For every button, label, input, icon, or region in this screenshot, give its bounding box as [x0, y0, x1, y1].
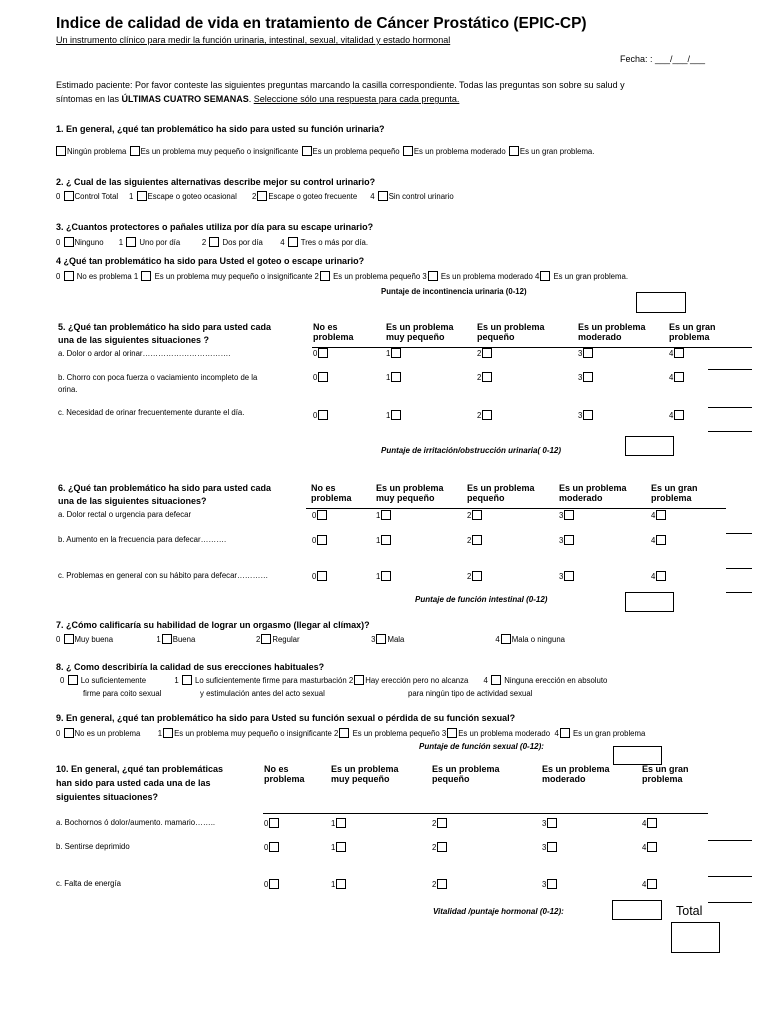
- question-10-line3: siguientes situaciones?: [56, 792, 159, 802]
- checkbox[interactable]: [269, 818, 279, 828]
- q10-row-b-label: b. Sentirse deprimido: [56, 842, 130, 851]
- checkbox[interactable]: [647, 879, 657, 889]
- checkbox[interactable]: [64, 728, 74, 738]
- checkbox[interactable]: [376, 634, 386, 644]
- checkbox[interactable]: [269, 842, 279, 852]
- checkbox[interactable]: [656, 510, 666, 520]
- q5-row-b-label: b. Chorro con poca fuerza o vaciamiento incompleto de la: [58, 373, 258, 382]
- checkbox[interactable]: [269, 879, 279, 889]
- q5-row-a-label: a. Dolor o ardor al orinar…………………………….: [58, 349, 231, 358]
- checkbox[interactable]: [318, 410, 328, 420]
- checkbox[interactable]: [126, 237, 136, 247]
- q10-row-a-label: a. Bochornos ó dolor/aumento. mamario……..: [56, 818, 216, 827]
- answer-line: [708, 407, 752, 408]
- question-1: 1. En general, ¿qué tan problemático ha sido para usted su función urinaria?: [56, 124, 385, 134]
- header-col-1: Es un problema muy pequeño: [386, 322, 454, 342]
- checkbox[interactable]: [482, 348, 492, 358]
- checkbox[interactable]: [547, 842, 557, 852]
- answer-line: [726, 568, 752, 569]
- question-10-line2: han sido para usted cada una de las: [56, 778, 211, 788]
- checkbox[interactable]: [540, 271, 550, 281]
- q1-options: Ningún problema Es un problema muy pequeño o insignificante Es un problema pequeño Es un problema moderado Es un gran problema.: [55, 146, 594, 156]
- checkbox[interactable]: [317, 510, 327, 520]
- header-col-2: Es un problema pequeño: [477, 322, 545, 342]
- checkbox[interactable]: [391, 410, 401, 420]
- question-8: 8. ¿ Como describiría la calidad de sus erecciones habituales?: [56, 662, 325, 672]
- header-rule: [263, 813, 708, 814]
- checkbox[interactable]: [674, 348, 684, 358]
- checkbox[interactable]: [209, 237, 219, 247]
- question-3: 3. ¿Cuantos protectores o pañales utiliza por día para su escape urinario?: [56, 222, 374, 232]
- checkbox[interactable]: [163, 728, 173, 738]
- checkbox[interactable]: [583, 410, 593, 420]
- checkbox[interactable]: [336, 879, 346, 889]
- score-label-bowel: Puntaje de función intestinal (0-12): [415, 595, 548, 604]
- checkbox[interactable]: [56, 146, 66, 156]
- checkbox[interactable]: [391, 372, 401, 382]
- checkbox[interactable]: [482, 372, 492, 382]
- checkbox[interactable]: [64, 191, 74, 201]
- question-4: 4 ¿Qué tan problemático ha sido para Usted el goteo o escape urinario?: [56, 256, 365, 266]
- answer-line: [708, 369, 752, 370]
- header-col-0: No es problema: [313, 322, 354, 342]
- checkbox[interactable]: [391, 348, 401, 358]
- intro-line-2: síntomas en las ÚLTIMAS CUATRO SEMANAS. Seleccione sólo una respuesta para cada pregunta.: [56, 94, 460, 104]
- checkbox[interactable]: [288, 237, 298, 247]
- answer-line: [708, 876, 752, 877]
- page-subtitle: Un instrumento clínico para medir la función urinaria, intestinal, sexual, vitalidad y estado hormonal: [56, 35, 451, 45]
- checkbox[interactable]: [403, 146, 413, 156]
- question-9: 9. En general, ¿qué tan problemático ha sido para Usted su función sexual o pérdida de su función sexual?: [56, 713, 516, 723]
- header-col-4: Es un gran problema: [669, 322, 716, 342]
- q7-options: 0 Muy buena 1 Buena 2 Regular 3 Mala 4 Mala o ninguna: [56, 635, 566, 644]
- checkbox[interactable]: [378, 191, 388, 201]
- checkbox[interactable]: [354, 675, 364, 685]
- total-label: Total: [676, 904, 703, 918]
- checkbox[interactable]: [381, 510, 391, 520]
- date-field[interactable]: Fecha: : ___/___/___: [620, 54, 706, 64]
- score-label-sexual: Puntaje de función sexual (0-12):: [419, 742, 544, 751]
- checkbox[interactable]: [674, 372, 684, 382]
- checkbox[interactable]: [320, 271, 330, 281]
- checkbox[interactable]: [472, 571, 482, 581]
- checkbox[interactable]: [162, 634, 172, 644]
- checkbox[interactable]: [437, 818, 447, 828]
- score-box-sexual[interactable]: [613, 746, 662, 765]
- q9-options: 0 No es un problema 1 Es un problema muy pequeño o insignificante 2 Es un problema pequeño 3 Es un problema moderado 4 Es un gran problema: [56, 729, 646, 738]
- answer-line: [708, 431, 752, 432]
- checkbox[interactable]: [656, 535, 666, 545]
- checkbox[interactable]: [318, 372, 328, 382]
- checkbox[interactable]: [318, 348, 328, 358]
- question-2: 2. ¿ Cual de las siguientes alternativas describe mejor su control urinario?: [56, 177, 376, 187]
- answer-line: [708, 902, 752, 903]
- question-6: 6. ¿Qué tan problemático ha sido para usted cada: [58, 483, 272, 493]
- checkbox[interactable]: [647, 818, 657, 828]
- header-rule: [312, 347, 752, 348]
- checkbox[interactable]: [182, 675, 192, 685]
- q5-row-c-label: c. Necesidad de orinar frecuentemente durante el día.: [58, 408, 245, 417]
- score-label-irritation: Puntaje de irritación/obstrucción urinaria( 0-12): [381, 446, 562, 455]
- checkbox[interactable]: [674, 410, 684, 420]
- checkbox[interactable]: [647, 842, 657, 852]
- checkbox[interactable]: [564, 571, 574, 581]
- checkbox[interactable]: [317, 535, 327, 545]
- checkbox[interactable]: [381, 535, 391, 545]
- checkbox[interactable]: [656, 571, 666, 581]
- q2-options: 0 Control Total 1 Escape o goteo ocasional 2 Escape o goteo frecuente 4 Sin control urinario: [56, 192, 454, 201]
- q3-options: 0 Ninguno 1 Uno por día 2 Dos por día 4 Tres o más por día.: [56, 238, 369, 247]
- checkbox[interactable]: [583, 372, 593, 382]
- intro-line-1: Estimado paciente: Por favor conteste las siguientes preguntas marcando la casilla correspondiente. Todas las preguntas son sobre su salud y: [56, 80, 625, 90]
- checkbox[interactable]: [547, 879, 557, 889]
- checkbox[interactable]: [339, 728, 349, 738]
- q4-options: 0 No es problema 1 Es un problema muy pequeño o insignificante 2 Es un problema pequeño 3 Es un problema moderado 4 Es un gran problema.: [56, 272, 629, 281]
- checkbox[interactable]: [64, 271, 74, 281]
- checkbox[interactable]: [501, 634, 511, 644]
- checkbox[interactable]: [336, 818, 346, 828]
- checkbox[interactable]: [560, 728, 570, 738]
- checkbox[interactable]: [257, 191, 267, 201]
- checkbox[interactable]: [564, 510, 574, 520]
- score-box-incontinence[interactable]: [636, 292, 686, 313]
- checkbox[interactable]: [509, 146, 519, 156]
- score-label-incontinence: Puntaje de incontinencia urinaria (0-12): [381, 287, 527, 296]
- checkbox[interactable]: [472, 535, 482, 545]
- checkbox[interactable]: [437, 842, 447, 852]
- checkbox[interactable]: [64, 237, 74, 247]
- header-rule: [306, 508, 726, 509]
- header-col-3: Es un problema moderado: [578, 322, 646, 342]
- question-6-line2: una de las siguientes situaciones?: [58, 496, 207, 506]
- score-box-vitality[interactable]: [612, 900, 662, 920]
- question-5-line2: una de las siguientes situaciones ?: [58, 335, 210, 345]
- checkbox[interactable]: [583, 348, 593, 358]
- score-box-total[interactable]: [671, 922, 720, 953]
- page-title: Indice de calidad de vida en tratamiento de Cáncer Prostático (EPIC-CP): [56, 15, 587, 32]
- checkbox[interactable]: [381, 571, 391, 581]
- question-5: 5. ¿Qué tan problemático ha sido para usted cada: [58, 322, 272, 332]
- checkbox[interactable]: [547, 818, 557, 828]
- question-10: 10. En general, ¿qué tan problemáticas: [56, 764, 224, 774]
- checkbox[interactable]: [491, 675, 501, 685]
- checkbox[interactable]: [428, 271, 438, 281]
- checkbox[interactable]: [317, 571, 327, 581]
- q8-opt2-line2: para ningún tipo de actividad sexual: [408, 689, 533, 698]
- q6-row-c-label: c. Problemas en general con su hábito para defecar…………: [58, 571, 269, 580]
- checkbox[interactable]: [302, 146, 312, 156]
- checkbox[interactable]: [336, 842, 346, 852]
- q8-options: 0 Lo suficientemente 1 Lo suficientemente firme para masturbación 2 Hay erección pero no alcanza 4 Ninguna erección en absoluto: [60, 676, 608, 685]
- checkbox[interactable]: [472, 510, 482, 520]
- checkbox[interactable]: [564, 535, 574, 545]
- checkbox[interactable]: [137, 191, 147, 201]
- answer-line: [708, 840, 752, 841]
- q6-row-b-label: b. Aumento en la frecuencia para defecar……….: [58, 535, 227, 544]
- checkbox[interactable]: [64, 634, 74, 644]
- q5-row-a: 0: [313, 348, 329, 358]
- checkbox[interactable]: [68, 675, 78, 685]
- question-7: 7. ¿Cómo calificaría su habilidad de lograr un orgasmo (llegar al clímax)?: [56, 620, 370, 630]
- answer-line: [726, 592, 752, 593]
- score-box-irritation[interactable]: [625, 436, 674, 456]
- q8-opt0-line2: firme para coito sexual: [83, 689, 162, 698]
- checkbox[interactable]: [141, 271, 151, 281]
- checkbox[interactable]: [130, 146, 140, 156]
- q5-row-b-label2: orina.: [58, 385, 78, 394]
- checkbox[interactable]: [482, 410, 492, 420]
- score-box-bowel[interactable]: [625, 592, 674, 612]
- answer-line: [726, 533, 752, 534]
- checkbox[interactable]: [437, 879, 447, 889]
- score-label-vitality: Vitalidad /puntaje hormonal (0-12):: [433, 907, 564, 916]
- q8-opt1-line2: y estimulación antes del acto sexual: [200, 689, 325, 698]
- checkbox[interactable]: [447, 728, 457, 738]
- q6-row-a-label: a. Dolor rectal o urgencia para defecar: [58, 510, 192, 519]
- checkbox[interactable]: [261, 634, 271, 644]
- q10-row-c-label: c. Falta de energía: [56, 879, 122, 888]
